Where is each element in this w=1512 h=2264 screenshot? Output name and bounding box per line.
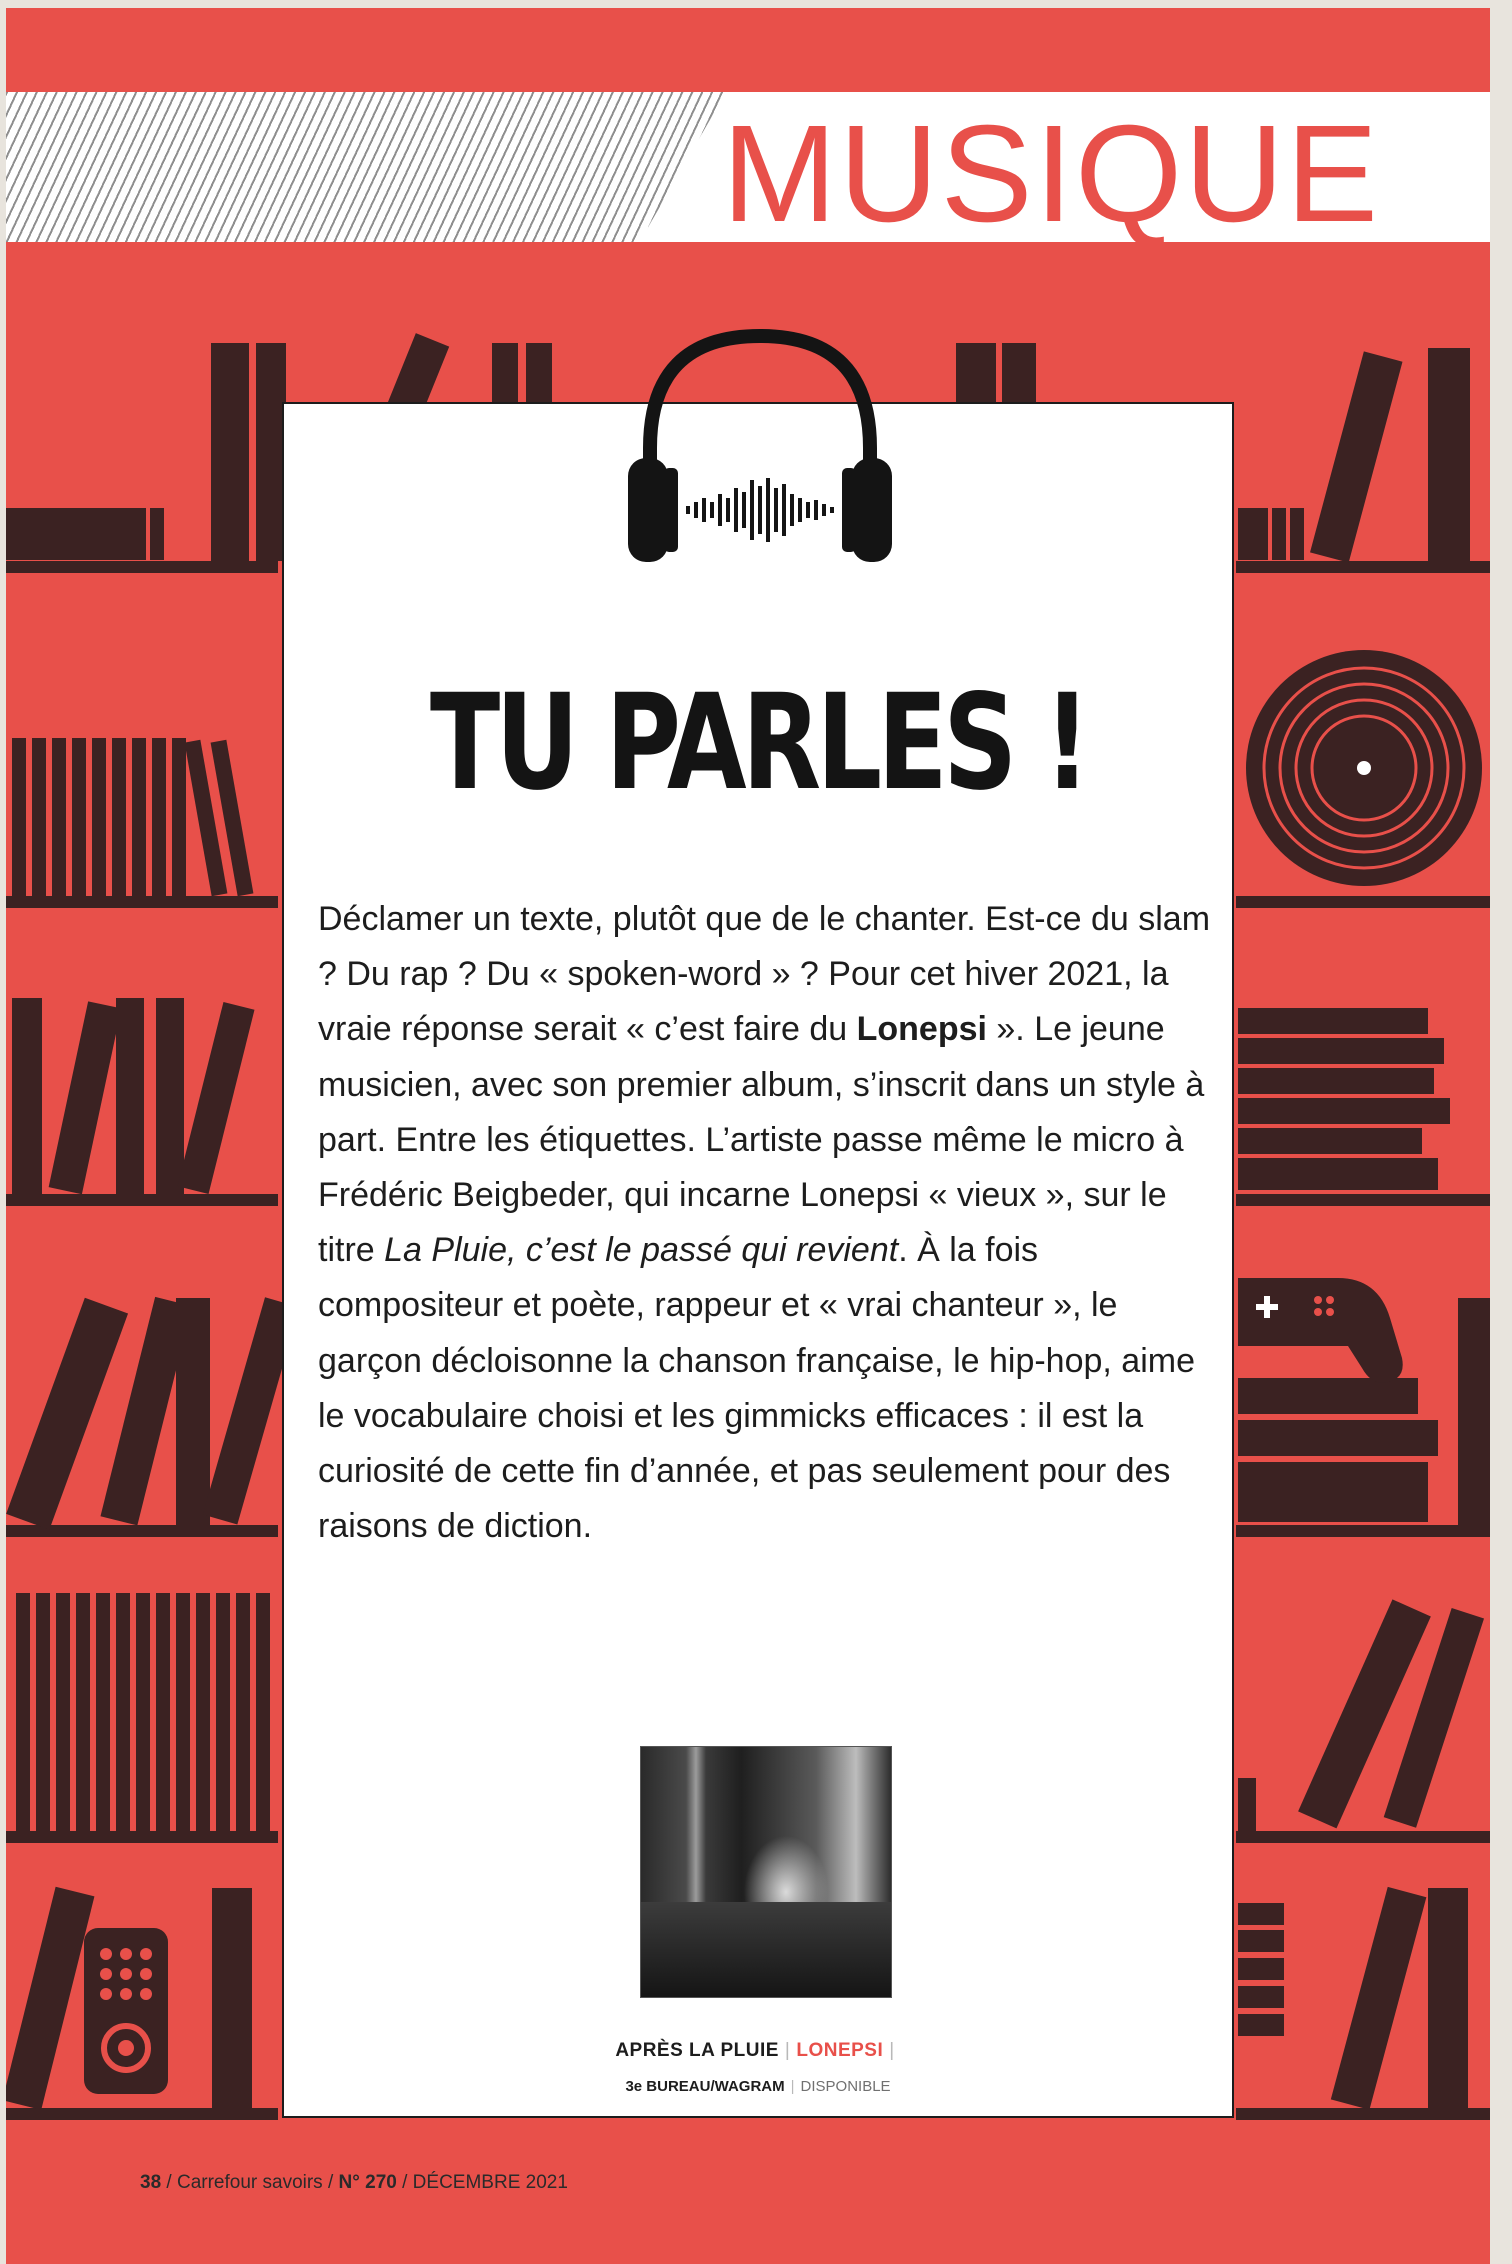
page-number: 38: [140, 2172, 162, 2193]
album-title: APRÈS LA PLUIE: [615, 2040, 779, 2061]
album-artist: LONEPSI: [796, 2040, 884, 2061]
caption-separator: |: [790, 2078, 795, 2095]
album-status: DISPONIBLE: [800, 2078, 891, 2095]
issue-number: N° 270: [338, 2172, 397, 2193]
article-text-3: . À la fois compositeur et poète, rappeur et « vrai chanteur », le garçon décloisonne la chanson française, le hip-hop, aime le vocabulaire choisi et les gimmicks efficaces : il est la curiosité de cette fin d’année, et pas seulement pour des raisons de diction.: [318, 1231, 1195, 1546]
album-cover-image: [640, 1746, 892, 1998]
issue-date: / DÉCEMBRE 2021: [396, 2172, 568, 2193]
album-label-line: [282, 2078, 1234, 2095]
caption-separator: |: [784, 2040, 791, 2061]
artist-name: Lonepsi: [856, 1010, 987, 1049]
headline: TU PARLES !: [429, 666, 1087, 820]
vinyl-record-icon: [1246, 650, 1482, 886]
caption-separator: |: [889, 2040, 895, 2061]
article-text-1: Déclamer un texte, plutôt que de le chanter. Est-ce du slam ? Du rap ? Du « spoken-word » ? Pour cet hiver 2021, la vraie réponse serait « c’est faire du: [318, 900, 1211, 1049]
headphones-icon: [624, 328, 896, 568]
page-footer: [140, 2172, 568, 2194]
album-cover-shadow: [641, 1902, 891, 1997]
section-title: MUSIQUE: [721, 97, 1380, 251]
article-body: [318, 892, 1218, 1554]
album-label: 3e BUREAU/WAGRAM: [625, 2078, 785, 2095]
album-caption: [282, 2040, 1234, 2062]
remote-control-icon: [84, 1928, 168, 2094]
game-controller-icon: [1238, 1278, 1403, 1383]
article-text-2: ». Le jeune musicien, avec son premier album, s’inscrit dans un style à part. Entre les étiquettes. L’artiste passe même le micro à Frédéric Beigbeder, qui incarne Lonepsi « vieux », sur le titre: [318, 1010, 1205, 1270]
song-title: La Pluie, c’est le passé qui revient: [384, 1231, 899, 1270]
magazine-name: / Carrefour savoirs /: [161, 2172, 339, 2193]
magazine-page: [6, 8, 1490, 2264]
